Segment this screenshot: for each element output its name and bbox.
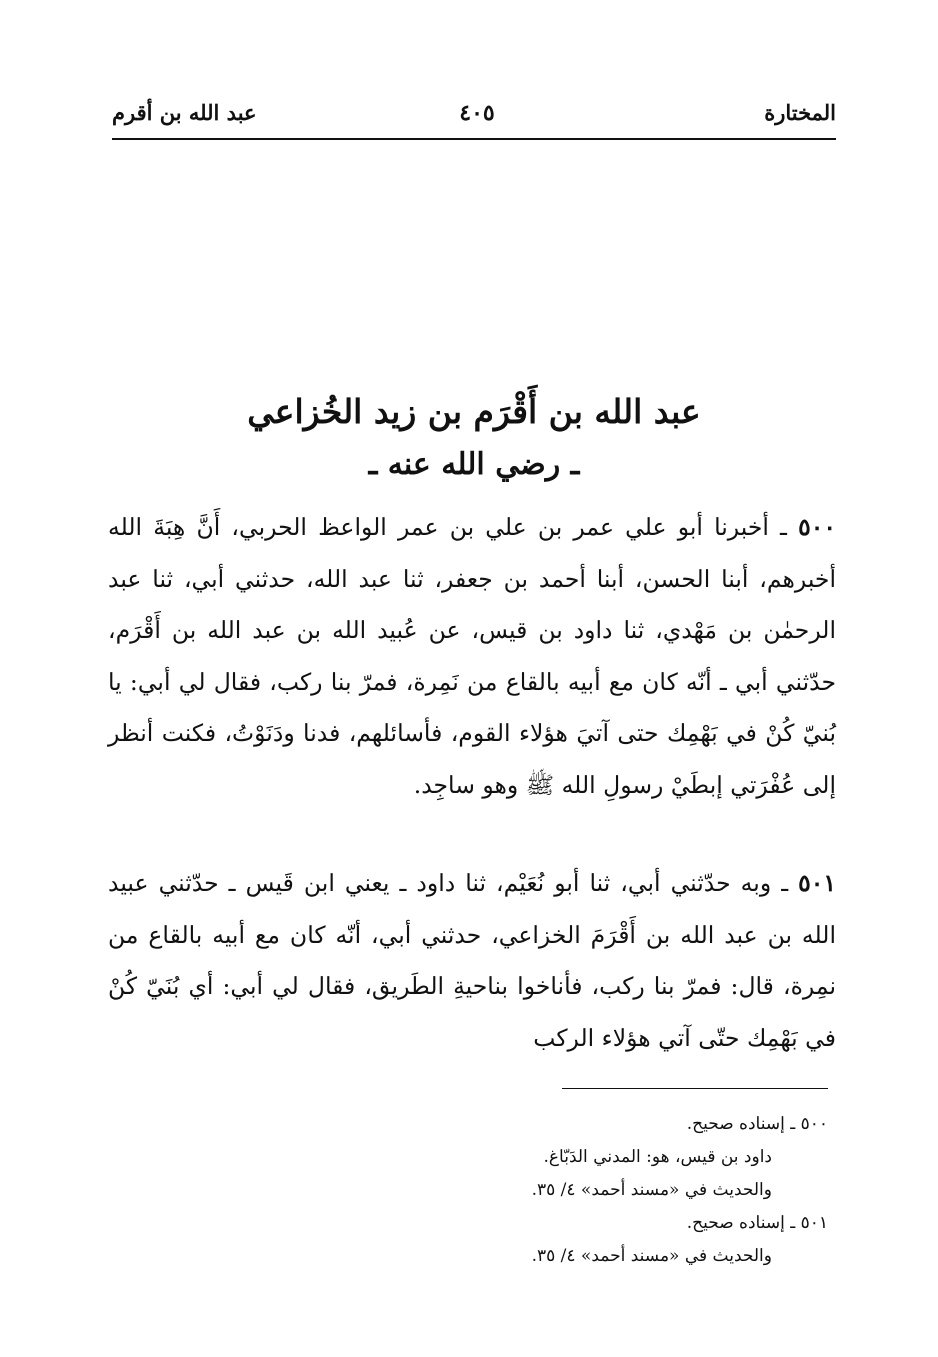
header-rule [112, 138, 836, 140]
chapter-title: عبد الله بن أَقْرَم بن زيد الخُزاعي [247, 392, 701, 431]
footnote-rule [562, 1088, 828, 1089]
hadith-text: ـ وبه حدّثني أبي، ثنا أبو نُعَيْم، ثنا داود ـ يعني ابن قَيس ـ حدّثني عبيد الله بن عبد الله بن أَقْرَمَ الخزاعي، حدثني أبي، أنّه كان مع أبيه بالقاع من نمِرة، قال: فمرّ بنا ركب، فأناخوا بناحيةِ الطَريق، فقال لي أبي: أي بُنَيّ كُنْ في بَهْمِك حتّى آتي هؤلاء الركب [108, 869, 836, 1052]
running-header [112, 100, 836, 136]
hadith-text: ـ أخبرنا أبو علي عمر بن علي بن عمر الواعظ الحربي، أَنَّ هِبَةَ الله أخبرهم، أبنا الحسن، أبنا أحمد بن جعفر، ثنا عبد الله، حدثني أبي، ثنا عبد الرحمٰن بن مَهْدي، ثنا داود بن قيس، عن عُبيد الله بن عبد الله بن أَقْرَم، حدّثني أبي ـ أنّه كان مع أبيه بالقاع من نَمِرة، فمرّ بنا ركب، فقال لي أبي: يا بُنيّ كُنْ في بَهْمِك حتى آتيَ هؤلاء القوم، فأسائلهم، فدنا ودَنَوْتُ، فكنت أنظر إلى عُفْرَتي إبطَيْ رسولِ الله ﷺ وهو ساجِد. [108, 513, 836, 799]
footnote-line: والحديث في «مسند أحمد» ٤/ ٣٥. [531, 1246, 772, 1266]
hadith-number: ٥٠١ [798, 869, 836, 897]
section-title: عبد الله بن أقرم [112, 100, 257, 125]
footnote-line: والحديث في «مسند أحمد» ٤/ ٣٥. [531, 1180, 772, 1200]
hadith-501 [108, 858, 836, 1064]
footnote-line: داود بن قيس، هو: المدني الدَبّاغ. [543, 1147, 772, 1167]
hadith-number: ٥٠٠ [798, 513, 836, 541]
footnote-line: ٥٠١ ـ إسناده صحيح. [686, 1213, 828, 1233]
footnotes [300, 1108, 828, 1273]
book-title: المختارة [764, 100, 836, 125]
page-number: ٤٠٥ [459, 100, 495, 126]
chapter-subtitle: ـ رضي الله عنه ـ [368, 447, 580, 482]
footnote-line: ٥٠٠ ـ إسناده صحيح. [686, 1114, 828, 1134]
hadith-500 [108, 502, 836, 811]
